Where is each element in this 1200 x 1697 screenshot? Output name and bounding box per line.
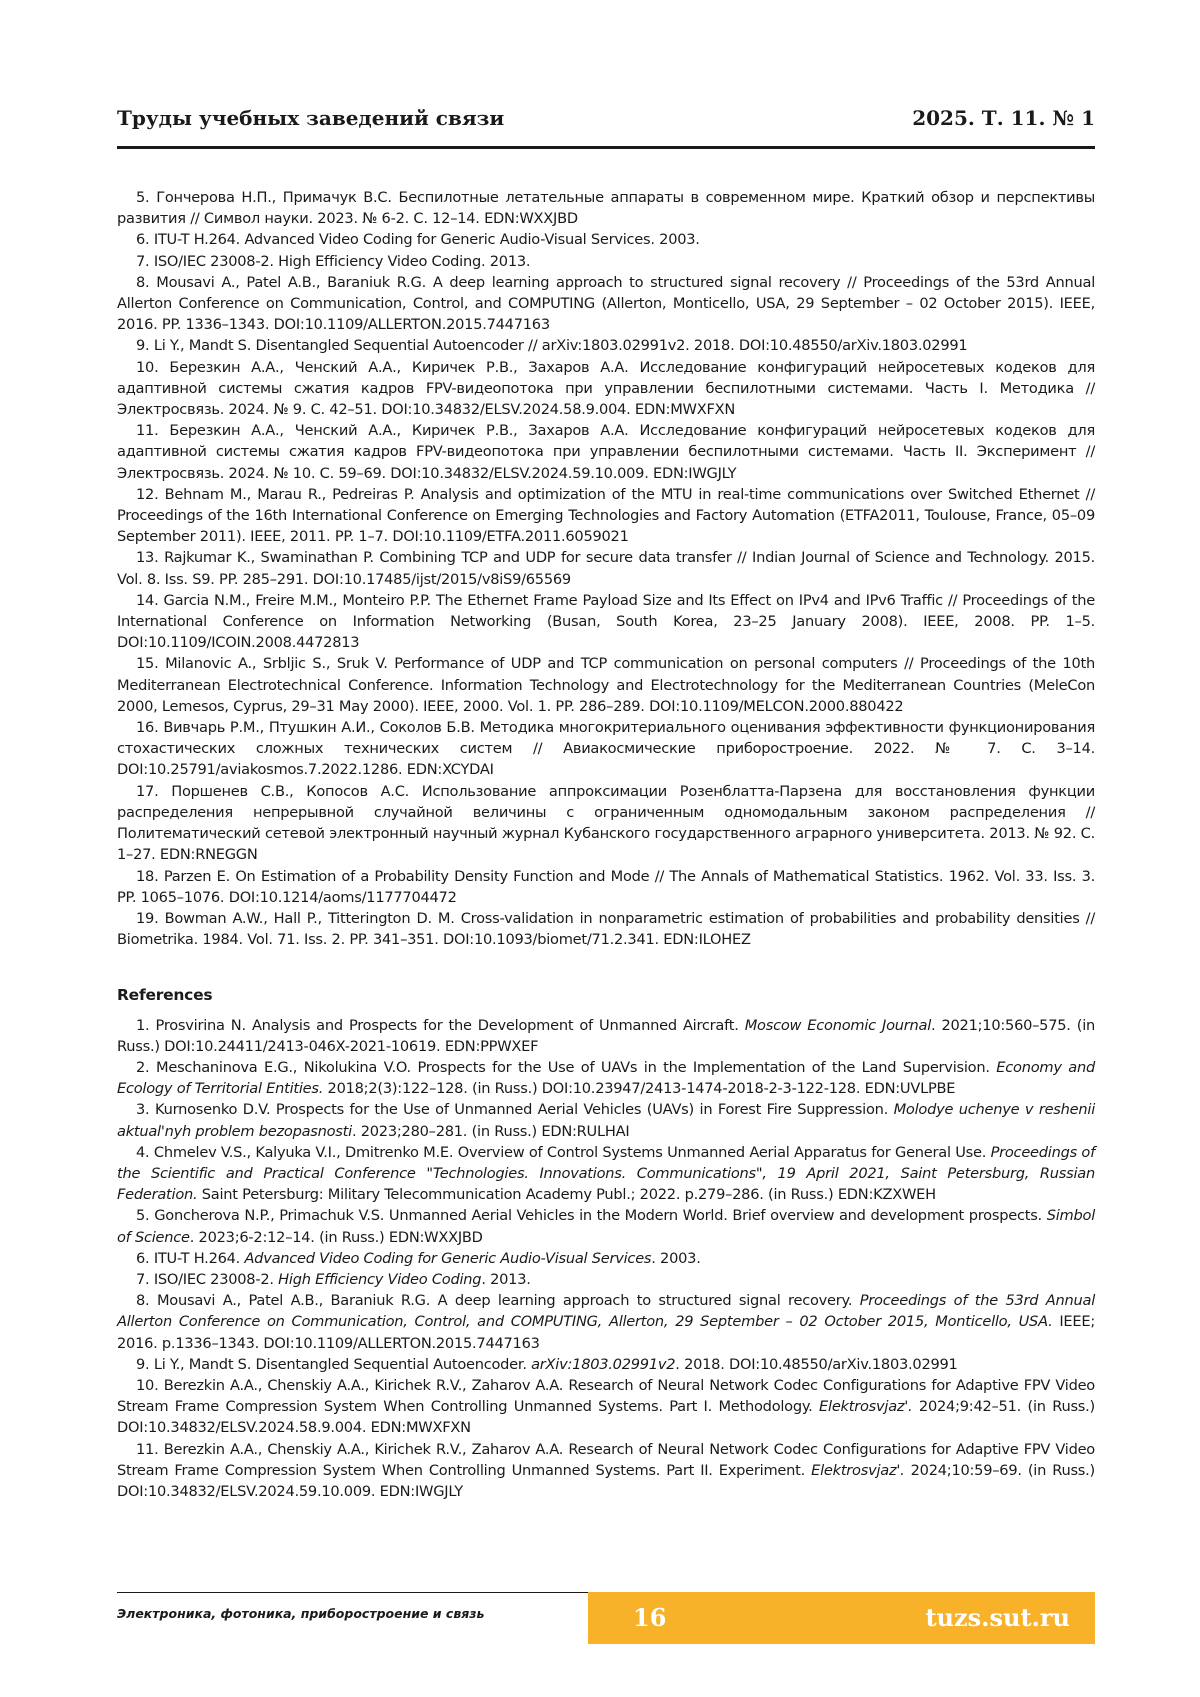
issue-number: 2025. Т. 11. № 1 bbox=[912, 106, 1095, 130]
journal-website[interactable]: tuzs.sut.ru bbox=[925, 1603, 1070, 1632]
entry-source-title: Moscow Economic Journal bbox=[744, 1016, 932, 1034]
entry-source-title: Advanced Video Coding for Generic Audio-Visual Services bbox=[244, 1249, 652, 1267]
entry-text: ITU-T H.264. Advanced Video Coding for Generic Audio-Visual Services. 2003. bbox=[153, 231, 700, 249]
entry-source-title: arXiv:1803.02991v2 bbox=[531, 1355, 676, 1373]
entry-text: Goncherova N.P., Primachuk V.S. Unmanned Aerial Vehicles in the Modern World. Brief overview and development prospects. bbox=[154, 1207, 1047, 1225]
entry-details: . 2023;280–281. (in Russ.) EDN:RULHAI bbox=[351, 1122, 630, 1140]
entry-text: Berezkin A.A., Chenskiy A.A., Kirichek R.V., Zaharov A.A. Research of Neural Network Codec Configurations for Adaptive FPV Video Stream Frame Compression System When Controlling Unmanned Systems. Part II. Experiment. bbox=[117, 1440, 1095, 1479]
entry-number: 13. bbox=[136, 549, 159, 567]
literature-entry bbox=[117, 908, 1095, 950]
reference-entry bbox=[117, 1375, 1095, 1439]
literature-entry bbox=[117, 272, 1095, 336]
entry-details: 2024;10:59–69. (in Russ.) DOI:10.34832/ELSV.2024.59.10.009. EDN:IWGJLY bbox=[117, 1461, 1095, 1500]
literature-entry bbox=[117, 484, 1095, 548]
entry-source-title: High Efficiency Video Coding bbox=[278, 1270, 482, 1288]
entry-text: Rajkumar K., Swaminathan P. Combining TCP and UDP for secure data transfer // Indian Journal of Science and Technology. 2015. Vol. 8. Iss. S9. PP. 285–291. DOI:10.17485/ijst/2015/v8iS9/65569 bbox=[117, 549, 1095, 588]
footer-rule bbox=[117, 1592, 588, 1593]
entry-details: . 2003. bbox=[651, 1249, 701, 1267]
entry-details: . 2023;6-2:12–14. (in Russ.) EDN:WXXJBD bbox=[189, 1228, 483, 1246]
entry-details: . 2013. bbox=[481, 1270, 531, 1288]
literature-entry bbox=[117, 781, 1095, 866]
literature-entry bbox=[117, 357, 1095, 421]
entry-number: 9. bbox=[136, 1355, 150, 1373]
entry-text: Li Y., Mandt S. Disentangled Sequential Autoencoder. bbox=[153, 1355, 532, 1373]
literature-entry bbox=[117, 547, 1095, 589]
reference-entry bbox=[117, 1205, 1095, 1247]
page-number: 16 bbox=[633, 1603, 667, 1632]
literature-entry bbox=[117, 866, 1095, 908]
reference-entry bbox=[117, 1142, 1095, 1206]
entry-source-title: Molodye uchenye v reshenii aktual'nyh problem bezopasnosti bbox=[117, 1101, 1095, 1140]
entry-number: 8. bbox=[136, 1292, 150, 1310]
entry-number: 14. bbox=[136, 591, 159, 609]
entry-source-title: Proceedings of the Scientific and Practical Conference "Technologies. Innovations. Communications", 19 April 2021, Saint Petersburg, Russian Federation. bbox=[117, 1143, 1095, 1204]
reference-entry bbox=[117, 1099, 1095, 1141]
entry-number: 7. bbox=[136, 1270, 150, 1288]
entry-number: 6. bbox=[136, 1249, 150, 1267]
entry-number: 17. bbox=[136, 782, 159, 800]
entry-text: Поршенев С.В., Копосов А.С. Использование аппроксимации Розенблатта-Парзена для восстановления функции распределения непрерывной случайной величины с ограниченным одномодальным законом распределения // Политематический сетевой электронный научный журнал Кубанского государственного аграрного университета. 2013. № 92. С. 1–27. EDN:RNEGGN bbox=[117, 782, 1095, 864]
entry-text: Meschaninova E.G., Nikolukina V.O. Prospects for the Use of UAVs in the Implementation of the Land Supervision. bbox=[156, 1058, 997, 1076]
entry-text: Березкин А.А., Ченский А.А., Киричек Р.В., Захаров А.А. Исследование конфигураций нейросетевых кодеков для адаптивной системы сжатия кадров FPV-видеопотока при управлении беспилотными системами. Часть I. Методика // Электросвязь. 2024. № 9. С. 42–51. DOI:10.34832/ELSV.2024.58.9.004. EDN:MWXFXN bbox=[117, 358, 1095, 419]
entry-number: 4. bbox=[136, 1143, 150, 1161]
entry-text: Berezkin A.A., Chenskiy A.A., Kirichek R.V., Zaharov A.A. Research of Neural Network Codec Configurations for Adaptive FPV Video Stream Frame Compression System When Controlling Unmanned Systems. Part I. Methodology. bbox=[117, 1376, 1095, 1416]
entry-text: Гончерова Н.П., Примачук В.С. Беспилотные летательные аппараты в современном мире. Краткий обзор и перспективы развития // Символ науки. 2023. № 6-2. С. 12–14. EDN:WXXJBD bbox=[117, 189, 1096, 228]
entry-text: Parzen E. On Estimation of a Probability Density Function and Mode // The Annals of Mathematical Statistics. 1962. Vol. 33. Iss. 3. PP. 1065–1076. DOI:10.1214/aoms/1177704472 bbox=[117, 867, 1095, 906]
reference-entry bbox=[117, 1015, 1095, 1057]
entry-text: Kurnosenko D.V. Prospects for the Use of Unmanned Aerial Vehicles (UAVs) in Forest Fire Suppression. bbox=[154, 1101, 894, 1119]
literature-entry bbox=[117, 420, 1095, 484]
references-heading: References bbox=[117, 986, 213, 1005]
entry-number: 10. bbox=[136, 1376, 159, 1394]
entry-number: 19. bbox=[136, 909, 159, 927]
literature-entry bbox=[117, 187, 1095, 229]
page-footer bbox=[117, 1592, 1095, 1644]
literature-list bbox=[117, 187, 1095, 950]
entry-number: 8. bbox=[136, 273, 150, 291]
entry-number: 5. bbox=[136, 1207, 150, 1225]
literature-entry bbox=[117, 717, 1095, 781]
literature-entry bbox=[117, 590, 1095, 654]
entry-text: ITU-T H.264. bbox=[153, 1249, 245, 1267]
references-list bbox=[117, 1015, 1095, 1503]
entry-number: 11. bbox=[136, 422, 159, 440]
entry-number: 11. bbox=[136, 1440, 159, 1458]
entry-number: 15. bbox=[136, 655, 159, 673]
entry-text: ISO/IEC 23008-2. High Efficiency Video Coding. 2013. bbox=[153, 252, 531, 270]
journal-title: Труды учебных заведений связи bbox=[117, 106, 505, 130]
entry-details: 2018;2(3):122–128. (in Russ.) DOI:10.23947/2413-1474-2018-2-3-122-128. EDN:UVLPBE bbox=[323, 1080, 956, 1098]
reference-entry bbox=[117, 1269, 1095, 1290]
reference-entry bbox=[117, 1439, 1095, 1503]
entry-text: Milanovic A., Srbljic S., Sruk V. Performance of UDP and TCP communication on personal computers // Proceedings of the 10th Mediterranean Electrotechnical Conference. Information Technology and Electrotechnology for the Mediterranean Countries (MeleCon 2000, Lemesos, Cyprus, 29–31 May 2000). IEEE, 2000. Vol. 1. PP. 286–289. DOI:10.1109/MELCON.2000.880422 bbox=[117, 655, 1096, 715]
reference-entry bbox=[117, 1354, 1095, 1375]
entry-number: 6. bbox=[136, 231, 150, 249]
entry-text: Prosvirina N. Analysis and Prospects for the Development of Unmanned Aircraft. bbox=[155, 1016, 745, 1034]
entry-details: IEEE; 2016. p.1336–1343. DOI:10.1109/ALLERTON.2015.7447163 bbox=[117, 1313, 1095, 1352]
reference-entry bbox=[117, 1057, 1095, 1099]
entry-number: 18. bbox=[136, 867, 159, 885]
entry-details: . 2018. DOI:10.48550/arXiv.1803.02991 bbox=[675, 1355, 958, 1373]
entry-text: Mousavi A., Patel A.B., Baraniuk R.G. A deep learning approach to structured signal recovery. bbox=[156, 1292, 860, 1310]
entry-details: 2024;9:42–51. (in Russ.) DOI:10.34832/ELSV.2024.58.9.004. EDN:MWXFXN bbox=[117, 1398, 1095, 1437]
entry-number: 16. bbox=[136, 719, 159, 737]
reference-entry bbox=[117, 1290, 1095, 1354]
entry-source-title: Economy and Ecology of Territorial Entities. bbox=[117, 1058, 1095, 1098]
literature-entry bbox=[117, 653, 1095, 717]
page-content bbox=[117, 187, 1095, 1502]
entry-text: Li Y., Mandt S. Disentangled Sequential Autoencoder // arXiv:1803.02991v2. 2018. DOI:10.48550/arXiv.1803.02991 bbox=[153, 337, 968, 355]
entry-details: Saint Petersburg: Military Telecommunication Academy Publ.; 2022. p.279–286. (in Russ.) EDN:KZXWEH bbox=[197, 1186, 936, 1204]
entry-details: . 2021;10:560–575. (in Russ.) DOI:10.24411/2413-046X-2021-10619. EDN:PPWXEF bbox=[117, 1016, 1096, 1055]
literature-entry bbox=[117, 229, 1095, 250]
entry-source-title: Elektrosvjaz'. bbox=[811, 1461, 905, 1479]
entry-number: 10. bbox=[136, 358, 159, 376]
reference-entry bbox=[117, 1248, 1095, 1269]
entry-text: Garcia N.M., Freire M.M., Monteiro P.P. The Ethernet Frame Payload Size and Its Effect on IPv4 and IPv6 Traffic // Proceedings of the International Conference on Information Networking (Busan, South Korea, 23–25 January 2008). IEEE, 2008. PP. 1–5. DOI:10.1109/ICOIN.2008.4472813 bbox=[117, 591, 1095, 652]
entry-text: ISO/IEC 23008-2. bbox=[153, 1270, 279, 1288]
entry-text: Behnam M., Marau R., Pedreiras P. Analysis and optimization of the MTU in real-time communications over Switched Ethernet // Proceedings of the 16th International Conference on Emerging Technologies and Factory Automation (ETFA2011, Toulouse, France, 05–09 September 2011). IEEE, 2011. PP. 1–7. DOI:10.1109/ETFA.2011.6059021 bbox=[117, 485, 1095, 546]
entry-number: 1. bbox=[136, 1016, 150, 1034]
entry-number: 7. bbox=[136, 252, 150, 270]
journal-section: Электроника, фотоника, приборостроение и связь bbox=[117, 1606, 485, 1621]
entry-number: 3. bbox=[136, 1101, 150, 1119]
running-header bbox=[117, 98, 1095, 149]
entry-number: 12. bbox=[136, 485, 159, 503]
entry-number: 9. bbox=[136, 337, 150, 355]
entry-text: Mousavi A., Patel A.B., Baraniuk R.G. A deep learning approach to structured signal recovery // Proceedings of the 53rd Annual Allerton Conference on Communication, Control, and COMPUTING (Allerton, Monticello, USA, 29 September – 02 October 2015). IEEE, 2016. PP. 1336–1343. DOI:10.1109/ALLERTON.2015.7447163 bbox=[117, 273, 1095, 334]
entry-number: 5. bbox=[136, 189, 150, 206]
literature-entry bbox=[117, 335, 1095, 356]
entry-source-title: Proceedings of the 53rd Annual Allerton Conference on Communication, Control, and COMPUTING, Allerton, 29 September – 02 October 2015, Monticello, USA. bbox=[117, 1292, 1096, 1331]
entry-source-title: Simbol of Science bbox=[117, 1207, 1095, 1246]
entry-text: Вивчарь Р.М., Птушкин А.И., Соколов Б.В. Методика многокритериального оценивания эффективности функционирования стохастических сложных технических систем // Авиакосмические приборостроение. 2022. № 7. С. 3–14. DOI:10.25791/aviakosmos.7.2022.1286. EDN:XCYDAI bbox=[117, 719, 1095, 779]
literature-entry bbox=[117, 251, 1095, 272]
entry-text: Березкин А.А., Ченский А.А., Киричек Р.В., Захаров А.А. Исследование конфигураций нейросетевых кодеков для адаптивной системы сжатия кадров FPV-видеопотока при управлении беспилотными системами. Часть II. Эксперимент // Электросвязь. 2024. № 10. С. 59–69. DOI:10.34832/ELSV.2024.59.10.009. EDN:IWGJLY bbox=[117, 422, 1095, 482]
entry-source-title: Elektrosvjaz'. bbox=[819, 1398, 913, 1416]
footer-bar bbox=[588, 1592, 1095, 1644]
entry-text: Chmelev V.S., Kalyuka V.I., Dmitrenko M.E. Overview of Control Systems Unmanned Aerial Apparatus for General Use. bbox=[153, 1143, 991, 1161]
entry-number: 2. bbox=[136, 1058, 150, 1076]
entry-text: Bowman A.W., Hall P., Titterington D. M. Cross-validation in nonparametric estimation of probabilities and probability densities // Biometrika. 1984. Vol. 71. Iss. 2. PP. 341–351. DOI:10.1093/biomet/71.2.341. EDN:ILOHEZ bbox=[117, 909, 1095, 949]
